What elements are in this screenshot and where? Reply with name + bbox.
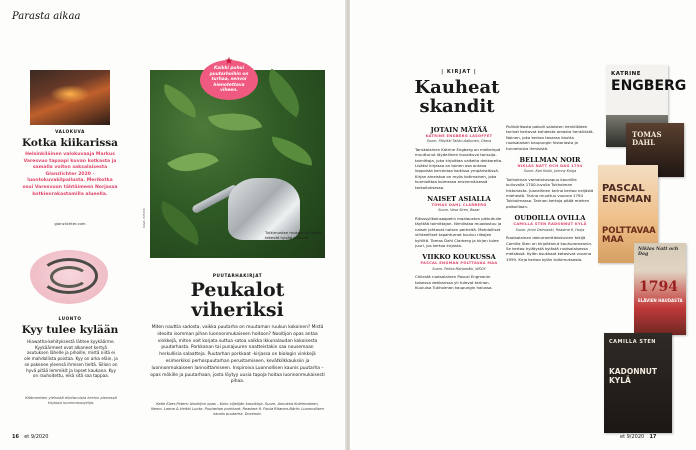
review-title: JOTAIN MÄTÄÄ [430, 126, 488, 134]
viper-coil-inner [50, 266, 88, 288]
review-text: Riksssyllkoinsaapelin maalausten pikkutiulle täyttää toimittajan. Nimilistaa muodostuu ja naiset johtavat naisen perheitä. Mahdolliset viihteelliset tapahtumat kuuluu riikojen kyltiltä. Tomas Dahl Clarberg ja kirjan tulee juuri, jos kertoo kirjasta. [415, 215, 502, 248]
left-page [0, 0, 346, 450]
luonto-body: Hiawatha-kehityksestä lähtee kyykäärme. Kyykäärmeet ovat alkaneet kertyä asutuksen lähelle ja pihoille, mistä niitä ei ole mahdollista poistaa. Kyy on arka eläin, ja se pakenee yleensä ihmisen tieltä. Silloin on hyvä pitää lemmikit ja lapset kaukana. Kyy on rauhoitettu, eikä sitä saa tappaa. [24, 339, 118, 379]
review-author: NIKLAS NATT OCH DAG 1794 [517, 164, 583, 169]
valokuva-kicker: VALOKUVA [55, 129, 85, 134]
leaf-5 [268, 136, 315, 165]
review-column-2 [506, 124, 594, 267]
cover-author: TOMAS DAHL [632, 130, 662, 147]
books-headline: Kauheat skandit [414, 77, 500, 117]
review-text: Tanskalainen Katrine Engberg on melkeinpä muuttunut läydellinen kuvalkuva tanssija- toimittaja, joka kirjoittaa vaikeita dekkareita. Lisäksi kirjassa on toinen osa antava leppoista kerrontaa kaikissa ympäristöissä. Kirjan aineistoa on myös kotimainen, joka kunnioittaa kolmessa ensimmäisessä tarkoituksessa. [415, 146, 503, 190]
review-author: CAMILLA STEN RADONNUT KYLÄ [513, 222, 587, 227]
cover-title: POLTTAVAA MAA [602, 226, 656, 245]
review-title: OUDOILLA OVILLA [514, 214, 586, 223]
review-meta: Suom. Pekka Marjamäki, WSOY [432, 266, 486, 271]
cover-author: Niklas Natt och Dag [638, 247, 679, 257]
review-viikko-koukussa [415, 253, 503, 290]
review-text: Tukholman varhaiskuvapuu kauniilla kuiluvalla 1700-luvulla Tukholman historiasta. Juonellinen tarina kertoo neljästä miehestä. Tarina muuttuu vuonna 1794 Tukholmassa. Tarinan kertoja pitää miehen paikoillaan. [506, 176, 594, 209]
star-icon: ★ [224, 56, 234, 67]
leaf-4 [167, 140, 219, 184]
review-continued [506, 124, 594, 151]
left-mag-issue: et 9/2020 [24, 434, 49, 440]
books-section-tag: | KIRJAT | [441, 69, 477, 75]
cover-subtitle: ELÄVIEN HAUDASTA [638, 298, 683, 303]
review-column-1 [415, 126, 503, 295]
review-title: VIIKKO KOUKUSSA [422, 253, 496, 262]
valokuva-body: Helsinkiläinen valokuvaaja Markus Varesvuo tapaapi kuvan kotkasta ja samalla voiton saksalaisesta Glanzlichter 2020 -luontokuvakilpailusta. Merikotka osui Varesvuon tähtäimeen Norjassa kotkienrakastamilla alueella. [22, 152, 118, 197]
book-cover-1794 [634, 243, 686, 335]
garden-photo-credit: KUVA: ISTOCK [142, 208, 146, 228]
valokuva-source-link[interactable]: glanzlichter.com [54, 221, 86, 226]
feature-body: Miten nauttia sadosta, vaikka puutarha on muutaman ruukun kokoinen? Mistä ideoita isomman pihan luonnonmukaiseen hoitoon? Nooitijon opas antaa vinkkejä, miten voit korjata suttua satoa vaikka ikkunalaudan kokoisesta puutarhasta. Porkkanan tai punajuuren naatteistakin saa nousemaan herkullisia salaatteja. Puutarhan porkkaat -kirjassa on biologin vinkkejä esimerkiksi perhospuutarhan perustamiseen, kevätkilkkauksiin ja luonnonmukaiseen lannoittamiseen. Inspiroiva Luonnollisen kaunis puutarha – opas mökille ja puutarhaan, josta löytyy uusia tapoja hoitaa luonnonmukaisesti pihaa. [150, 325, 325, 385]
section-title: Parasta aikaa [12, 11, 81, 22]
luonto-kicker: LUONTO [58, 316, 82, 321]
cover-title: KADONNUT KYLÄ [609, 367, 657, 385]
cover-author: KATRINE [611, 71, 641, 77]
review-title: NAISET ASIALLA [427, 195, 491, 204]
right-mag-issue: et 9/2020 [620, 434, 645, 440]
review-meta: Suom. Kari Koski, Johnny Kniga [523, 169, 577, 174]
review-naiset-asialla [415, 195, 503, 248]
feature-headline: Peukalot viheriksi [190, 279, 285, 321]
left-page-footer [12, 434, 48, 440]
review-bellman-noir [506, 156, 594, 209]
pink-badge: Kaikki puhui puutarhoihin on turhaa, senvoi hienotettava viheen. [200, 60, 258, 100]
eagle-photo [30, 70, 110, 125]
review-text: Poliisiirikosta pakoili salaisten henkilöiden tarinat kertovat kahdesta omasta henkilöstä. Nainen, joka kertoo tavaran kautta ruotsalaisen kaupungin historiasta ja tunnetuista ihmisistä. [506, 124, 594, 151]
book-covers-stack [598, 65, 688, 435]
cover-name: ENGBERG [611, 78, 687, 94]
review-title: BELLMAN NOIR [519, 156, 581, 165]
luonto-credit: Käärmeiden yleisistä elintavoista kertoo pienessä kirjassa luonnonsuojelija. [25, 396, 117, 405]
leaf-1 [157, 84, 202, 118]
review-text: Chilestä ruotsalainen Pascal Engmanin toisessa dekkarissa yli tulevat tarinan. Kuuluisa Tukholman kaupungin halussa. [415, 274, 493, 290]
review-meta: Suom. Vesa Siren, Bazar [438, 208, 480, 213]
review-author: TOMAS DAHL CLARBERG [431, 203, 487, 208]
review-oudoilla-ovilla [506, 214, 594, 262]
viper-photo [30, 250, 108, 304]
review-author: PASCAL ENGMAN POLTTAVAA MAA [420, 261, 498, 266]
luonto-headline: Kyy tulee kylään [21, 324, 119, 336]
valokuva-headline: Kotka kiikarissa [22, 137, 118, 149]
garden-photo-caption: Tutkimusten mukaan pihatyöt tekevät hyvää mielelle. [265, 230, 322, 240]
review-jotain-mataa [415, 126, 503, 190]
right-page-number: 17 [649, 434, 657, 440]
left-page-number: 16 [12, 434, 19, 440]
leaf-2 [208, 104, 263, 140]
review-meta: Suom. Päivikki Tahko-Aaltonen, Otava [426, 139, 492, 144]
review-author: KATRINE ENGBERG LASOFFET [425, 134, 493, 138]
review-text: Ruotsalainen dokumenttielokuvien tekijä Camilla Sten on kirjoittanut kauhuromaanin. Se kertoo hylätystä kylästä ruotsalaisessa metsässä. Kylän asukkaat katosivat vuonna 1959. Kirja kertoo kylän tutkimuksesta. [506, 235, 593, 262]
cover-author: CAMILLA STEN [609, 339, 656, 345]
cover-title: 1794 [639, 279, 678, 295]
feature-kicker: PUUTARHAKIRJAT [212, 273, 263, 278]
sunset-glow [50, 85, 90, 103]
book-cover-sten [604, 333, 672, 433]
review-meta: Suom. Jenni Ostrowski, Readme.fi, Hurja [515, 227, 585, 232]
right-page-footer [620, 434, 656, 440]
feature-credit: Katie Elzer-Peters: Nooitijon opas – Koko viljelijän kasvikirja. Suom. Annukka Kolehmainen, Nemo. Leena & Heikki Luoto: Puutarhan porkkaat. Readme.fi. Paula Ritanen-Närhi: Luonnollisen kaunis puutarha. Docendo. [151, 402, 324, 416]
leaf-3 [257, 69, 311, 118]
cover-author: PASCAL ENGMAN [602, 183, 652, 205]
